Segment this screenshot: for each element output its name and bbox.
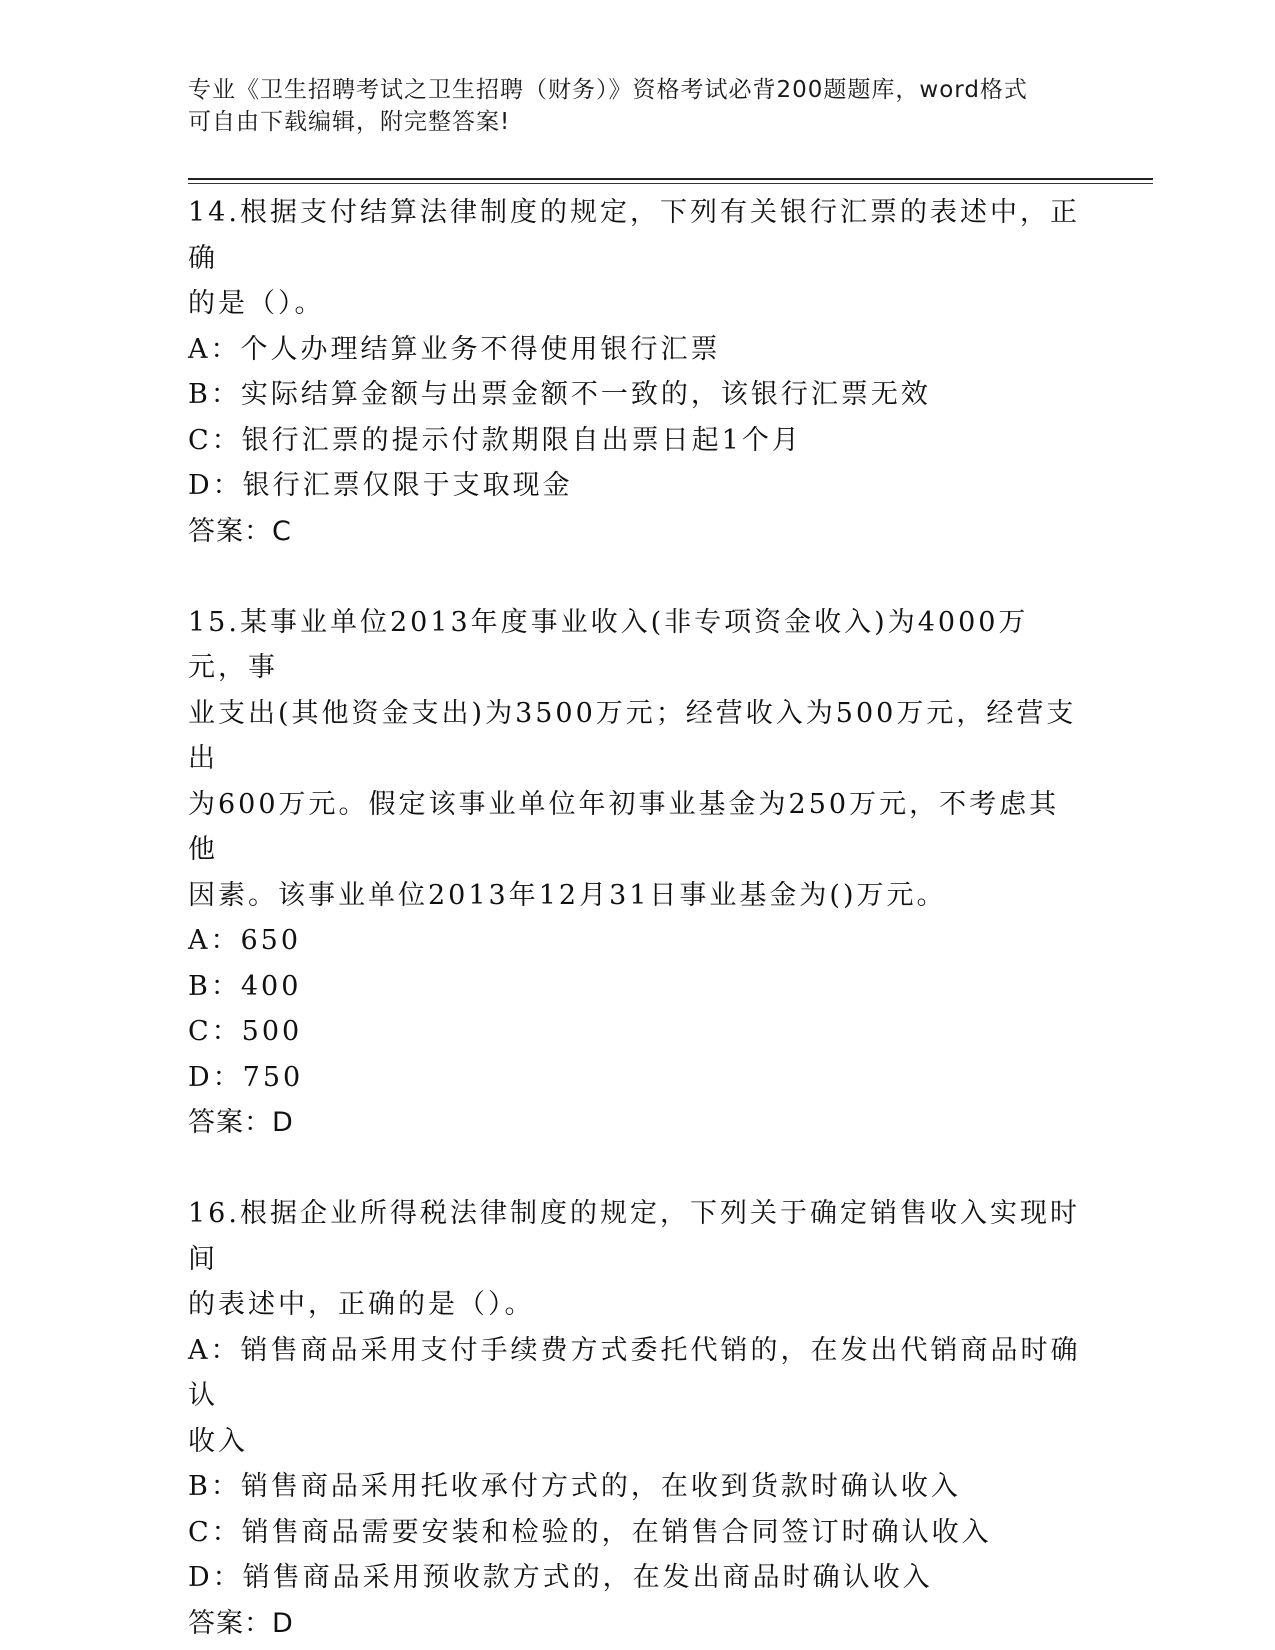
question-stem-line: 16.根据企业所得税法律制度的规定，下列关于确定销售收入实现时间 xyxy=(188,1198,1080,1275)
option-a-continued: 收入 xyxy=(188,1425,248,1457)
option-a: A：650 xyxy=(188,925,302,956)
header-divider-thin xyxy=(188,183,1153,184)
question-stem-line: 为600万元。假定该事业单位年初事业基金为250万元，不考虑其他 xyxy=(188,788,1060,865)
question-stem-line: 因素。该事业单位2013年12月31日事业基金为()万元。 xyxy=(188,879,947,911)
document-header xyxy=(188,74,1068,138)
option-c: C：500 xyxy=(188,1016,303,1047)
question-stem-line: 业支出(其他资金支出)为3500万元；经营收入为500万元，经营支出 xyxy=(188,697,1077,774)
question-stem-line: 15.某事业单位2013年度事业收入(非专项资金收入)为4000万元，事 xyxy=(188,606,1029,683)
answer-line: 答案：C xyxy=(188,515,292,547)
option-c: C：银行汇票的提示付款期限自出票日起1个月 xyxy=(188,424,802,456)
question-spacer xyxy=(188,1146,1088,1192)
header-line-2: 可自由下载编辑，附完整答案! xyxy=(188,109,511,135)
question-stem-line: 的是（）。 xyxy=(188,288,325,319)
option-b: B：400 xyxy=(188,970,302,1002)
question-16 xyxy=(188,1191,1088,1646)
option-d: D：销售商品采用预收款方式的，在发出商品时确认收入 xyxy=(188,1562,933,1593)
option-a: A：销售商品采用支付手续费方式委托代销的，在发出代销商品时确认 xyxy=(188,1334,1081,1411)
option-d: D：750 xyxy=(188,1061,304,1093)
question-stem-line: 14.根据支付结算法律制度的规定，下列有关银行汇票的表述中，正确 xyxy=(188,197,1080,274)
question-list xyxy=(188,190,1088,1646)
answer-line: 答案：D xyxy=(188,1107,294,1138)
option-b: B：销售商品采用托收承付方式的，在收到货款时确认收入 xyxy=(188,1471,961,1502)
option-c: C：销售商品需要安装和检验的，在销售合同签订时确认收入 xyxy=(188,1516,992,1548)
option-d: D：银行汇票仅限于支取现金 xyxy=(188,470,573,501)
option-b: B：实际结算金额与出票金额不一致的，该银行汇票无效 xyxy=(188,379,931,410)
header-line-1: 专业《卫生招聘考试之卫生招聘（财务）》资格考试必背200题题库，word格式 xyxy=(188,77,1028,103)
answer-line: 答案：D xyxy=(188,1607,294,1639)
question-15 xyxy=(188,600,1088,1146)
header-divider-thick xyxy=(188,178,1153,180)
question-14 xyxy=(188,190,1088,554)
question-stem-line: 的表述中，正确的是（）。 xyxy=(188,1289,535,1320)
question-spacer xyxy=(188,554,1088,600)
option-a: A：个人办理结算业务不得使用银行汇票 xyxy=(188,333,721,365)
